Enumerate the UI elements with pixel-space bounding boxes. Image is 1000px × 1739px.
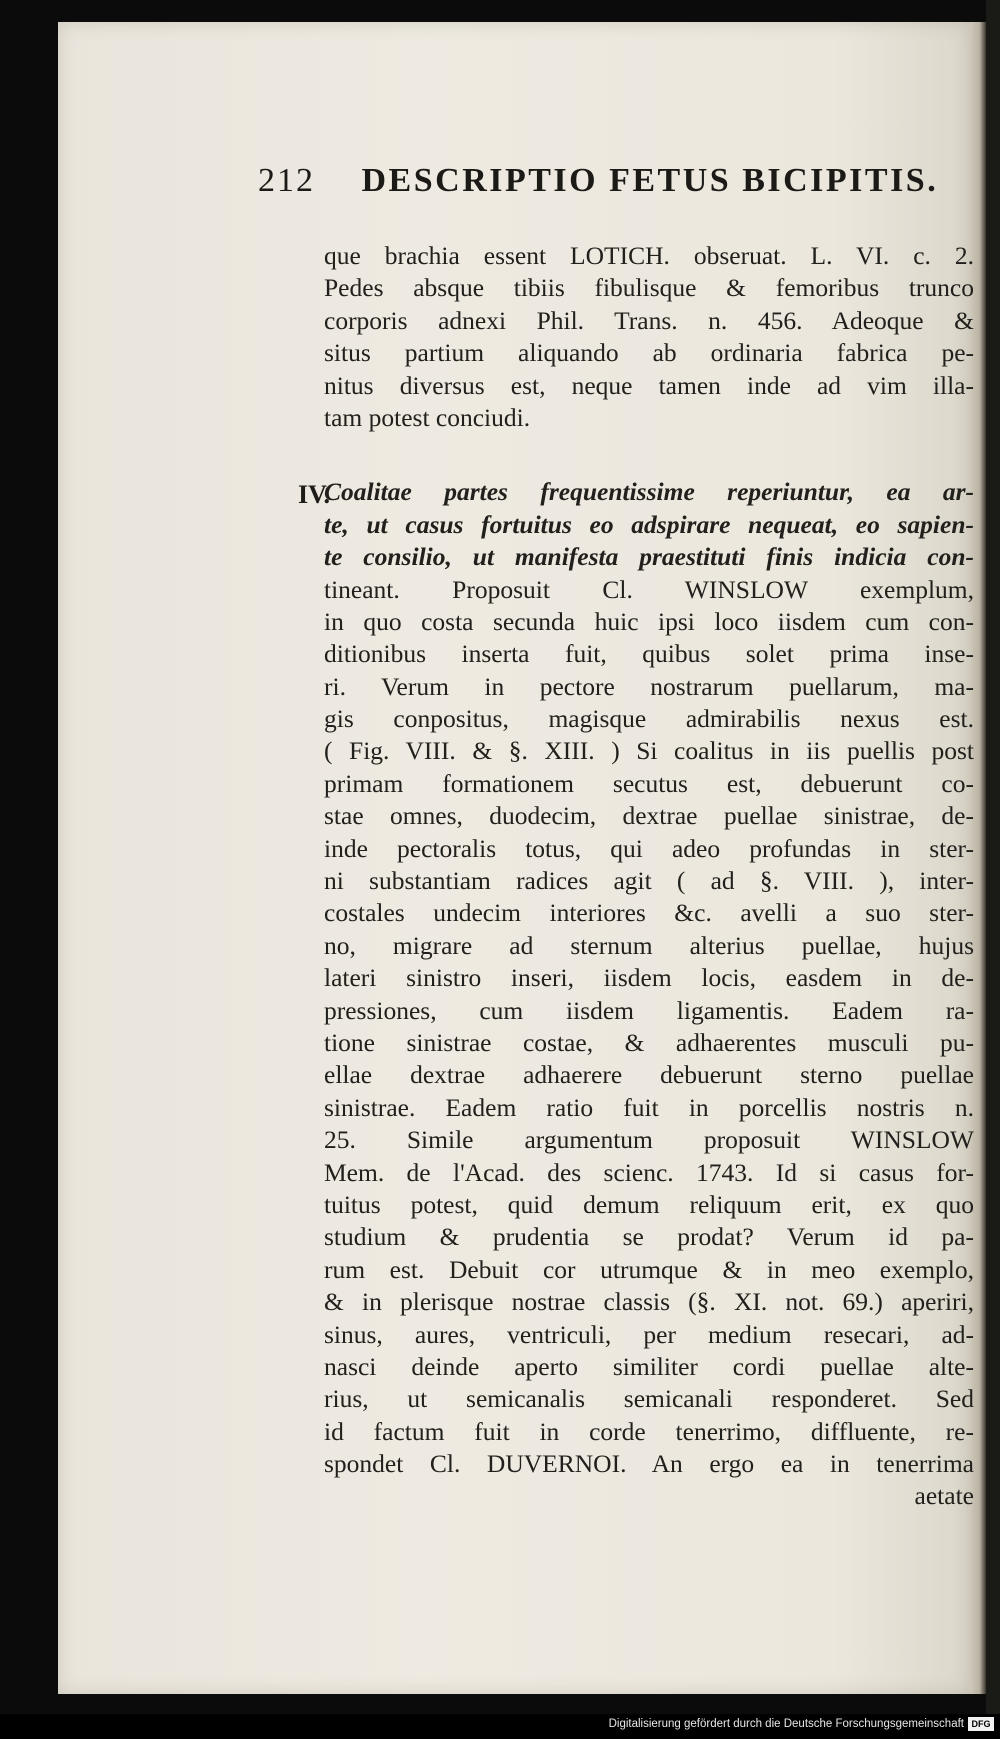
paragraph-gap xyxy=(324,434,974,476)
text-line: sinus, aures, ventriculi, per medium resecari, ad- xyxy=(324,1319,974,1349)
text-line: lateri sinistro inseri, iisdem locis, easdem in de- xyxy=(324,963,974,993)
text-line: ellae dextrae adhaerere debuerunt sterno puellae xyxy=(324,1060,974,1090)
body-text xyxy=(324,240,974,1513)
text-line: no, migrare ad sternum alterius puellae, hujus xyxy=(324,930,974,960)
text-line: gis conpositus, magisque admirabilis nexus est. xyxy=(324,704,974,734)
text-line: ditionibus inserta fuit, quibus solet prima inse- xyxy=(324,639,974,669)
text-line: tam potest conciudi. xyxy=(324,402,531,432)
text-line: spondet Cl. DUVERNOI. An ergo ea in tenerrima xyxy=(324,1449,974,1479)
catchword: aetate xyxy=(914,1481,974,1511)
text-line: & in plerisque nostrae classis (§. XI. not. 69.) aperiri, xyxy=(324,1287,974,1317)
text-line: nasci deinde aperto similiter cordi puellae alte- xyxy=(324,1351,974,1381)
text-line: nitus diversus est, neque tamen inde ad vim illa- xyxy=(324,370,974,400)
text-line: primam formationem secutus est, debuerunt co- xyxy=(324,768,974,798)
text-line: sinistrae. Eadem ratio fuit in porcellis nostris n. xyxy=(324,1092,974,1122)
text-line: stae omnes, duodecim, dextrae puellae sinistrae, de- xyxy=(324,801,974,831)
paragraph-2 xyxy=(324,476,974,1480)
text-line: tuitus potest, quid demum reliquum erit, ex quo xyxy=(324,1189,974,1219)
text-line: ri. Verum in pectore nostrarum puellarum, ma- xyxy=(324,671,974,701)
text-line: 25. Simile argumentum proposuit WINSLOW xyxy=(324,1125,974,1155)
text-line: pressiones, cum iisdem ligamentis. Eadem ra- xyxy=(324,995,974,1025)
text-line: Coalitae partes frequentissime reperiuntur, ea ar- xyxy=(324,477,974,507)
text-line: rius, ut semicanalis semicanali responderet. Sed xyxy=(324,1384,974,1414)
text-line: in quo costa secunda huic ipsi loco iisdem cum con- xyxy=(324,606,974,636)
text-line: studium & prudentia se prodat? Verum id pa- xyxy=(324,1222,974,1252)
page-edge-shadow xyxy=(986,0,1000,1739)
text-line: ( Fig. VIII. & §. XIII. ) Si coalitus in iis puellis post xyxy=(324,736,974,766)
text-line: tione sinistrae costae, & adhaerentes musculi pu- xyxy=(324,1027,974,1057)
text-line: inde pectoralis totus, qui adeo profundas in ster- xyxy=(324,833,974,863)
section-mark: IV. xyxy=(298,480,331,509)
text-line: ni substantiam radices agit ( ad §. VIII. ), inter- xyxy=(324,866,974,896)
paragraph-1 xyxy=(324,240,974,434)
text-line: Pedes absque tibiis fibulisque & femoribus trunco xyxy=(324,273,974,303)
text-line: Mem. de l'Acad. des scienc. 1743. Id si casus for- xyxy=(324,1157,974,1187)
text-line: corporis adnexi Phil. Trans. n. 456. Adeoque & xyxy=(324,305,974,335)
dfg-logo: DFG xyxy=(968,1717,994,1731)
text-line: te consilio, ut manifesta praestituti finis indicia con- xyxy=(324,542,974,572)
text-line: costales undecim interiores &c. avelli a suo ster- xyxy=(324,898,974,928)
text-line: te, ut casus fortuitus eo adspirare nequeat, eo sapien- xyxy=(324,509,974,539)
text-line: tineant. Proposuit Cl. WINSLOW exemplum, xyxy=(324,574,974,604)
page-number: 212 xyxy=(258,162,315,199)
footer-credit: Digitalisierung gefördert durch die Deutsche Forschungsgemeinschaft xyxy=(608,1718,964,1730)
running-head xyxy=(258,162,939,200)
running-title: DESCRIPTIO FETUS BICIPITIS. xyxy=(361,162,939,199)
text-line: id factum fuit in corde tenerrimo, diffluente, re- xyxy=(324,1416,974,1446)
text-line: rum est. Debuit cor utrumque & in meo exemplo, xyxy=(324,1254,974,1284)
text-line: que brachia essent LOTICH. obseruat. L. VI. c. 2. xyxy=(324,241,974,270)
text-line: situs partium aliquando ab ordinaria fabrica pe- xyxy=(324,338,974,368)
